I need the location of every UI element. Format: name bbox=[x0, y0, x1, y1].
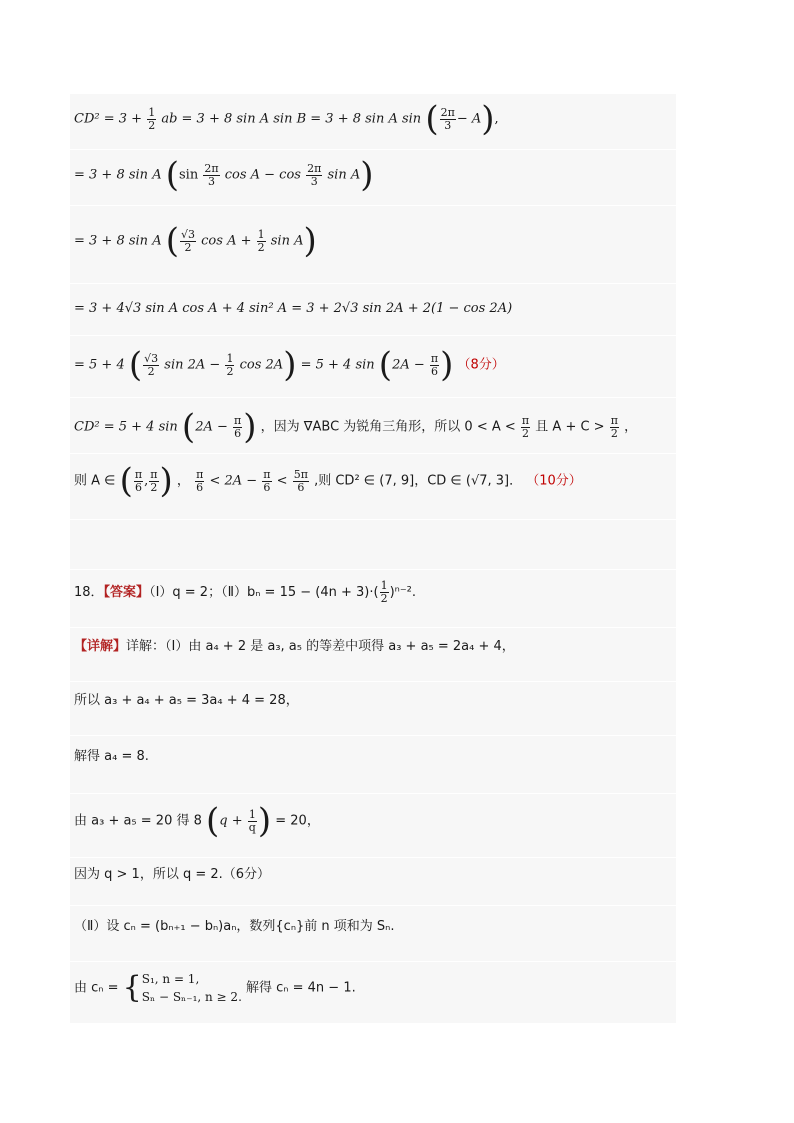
fraction-5pi-6: $\frac{5\pi}{6}$ bbox=[293, 467, 308, 494]
detail-line bbox=[74, 748, 149, 766]
eq-text: 2A − bbox=[392, 357, 425, 373]
eq-text: < 2A − bbox=[209, 473, 258, 489]
row-expand-3 bbox=[70, 284, 676, 336]
eq-text: q + bbox=[219, 813, 243, 829]
eq-text: − A bbox=[456, 111, 482, 127]
detail-text: 因为 q > 1，所以 q = 2.（6分） bbox=[74, 867, 271, 882]
row-expand-1 bbox=[70, 150, 676, 206]
detail-text: 由 a₃ + a₅ = 20 得 8 bbox=[74, 813, 202, 829]
row-detail-2 bbox=[70, 682, 676, 736]
solution-panel bbox=[70, 94, 676, 1023]
answer-text: )ⁿ⁻². bbox=[389, 585, 417, 600]
row-simplify bbox=[70, 336, 676, 398]
equation-line: = 3 + 8 sin A ( $\frac{√3}{2}$ cos A + $\frac{1}{2}$ sin A) bbox=[74, 221, 317, 261]
fraction-half: $\frac{1}{2}$ bbox=[380, 579, 388, 605]
answer-line bbox=[74, 580, 416, 605]
eq-text: ，因为 ∇ABC 为锐角三角形，所以 0 < A < bbox=[260, 419, 516, 435]
row-detail-3 bbox=[70, 736, 676, 794]
row-cd-squared-1 bbox=[70, 94, 676, 150]
piecewise-cases: S₁, n = 1, Sₙ − Sₙ₋₁, n ≥ 2. bbox=[141, 972, 242, 1004]
eq-text: < bbox=[276, 473, 288, 489]
eq-text: 2A − bbox=[195, 419, 228, 435]
detail-line bbox=[74, 918, 394, 936]
score-badge: （10分） bbox=[526, 473, 582, 489]
eq-text: = 3 + 4√3 sin A cos A + 4 sin² A = 3 + 2√3 sin 2A + 2(1 − cos 2A) bbox=[74, 301, 513, 316]
fraction-pi-2: $\frac{\pi}{2}$ bbox=[521, 413, 530, 440]
eq-text: sin bbox=[179, 167, 199, 183]
eq-text: = 3 + 8 sin A bbox=[74, 167, 162, 183]
row-spacer bbox=[70, 520, 676, 570]
fraction-2pi-3: $\frac{2\pi}{3}$ bbox=[307, 161, 322, 188]
detail-line: 由 cₙ = { S₁, n = 1, Sₙ − Sₙ₋₁, n ≥ 2. 解得 cₙ = 4n − 1. bbox=[74, 970, 356, 1005]
fraction-pi-6: $\frac{\pi}{6}$ bbox=[263, 467, 271, 494]
eq-text: ab = 3 + 8 sin A sin B = 3 + 8 sin A sin bbox=[161, 111, 422, 127]
detail-line: 由 a₃ + a₅ = 20 得 8 (q + $\frac{1}{q}$ ) = 20， bbox=[74, 801, 320, 841]
eq-text: ,则 CD² ∈ (7, 9]，CD ∈ (√7, 3]． bbox=[314, 473, 523, 489]
fraction-pi-2: $\frac{\pi}{2}$ bbox=[150, 467, 158, 494]
fraction-pi-6: $\frac{\pi}{6}$ bbox=[134, 467, 143, 494]
eq-text: cos A − cos bbox=[224, 167, 301, 183]
detail-line bbox=[74, 692, 299, 710]
eq-text: sin A bbox=[327, 167, 361, 183]
fraction-pi-6: $\frac{\pi}{6}$ bbox=[196, 467, 204, 494]
equation-line: = 5 + 4 ( $\frac{√3}{2}$ sin 2A − $\frac{1}{2}$ cos 2A) = 5 + 4 sin (2A − $\frac{\pi}{6}$ ) （8分） bbox=[74, 345, 505, 385]
question-number: 18． bbox=[74, 585, 104, 600]
eq-text: , bbox=[494, 111, 499, 127]
row-range-condition bbox=[70, 398, 676, 454]
score-badge: （8分） bbox=[457, 357, 505, 373]
eq-text: ， bbox=[624, 419, 638, 435]
fraction-half: $\frac{1}{2}$ bbox=[148, 105, 156, 132]
eq-text: cos A + bbox=[201, 233, 252, 249]
detail-line bbox=[74, 638, 515, 656]
eq-text: CD² = 5 + 4 sin bbox=[74, 419, 178, 435]
row-detail-1 bbox=[70, 628, 676, 682]
row-detail-7 bbox=[70, 962, 676, 1023]
equation-line: CD² = 5 + 4 sin (2A − $\frac{\pi}{6}$ ) ，因为 ∇ABC 为锐角三角形，所以 0 < A < $\frac{\pi}{2}$ 且 A + C > $\frac{\pi}{2}$ ， bbox=[74, 407, 638, 447]
fraction-pi-6: $\frac{\pi}{6}$ bbox=[430, 351, 439, 378]
eq-text: CD² = 3 + bbox=[74, 111, 143, 127]
detail-text: 由 cₙ = bbox=[74, 980, 119, 996]
equation-line bbox=[74, 300, 512, 318]
equation-line: 则 A ∈ ( $\frac{\pi}{6}$ , $\frac{\pi}{2}$ ) ， $\frac{\pi}{6}$ < 2A − $\frac{\pi}{6}$ < $\frac{5\pi}{6}$ ,则 CD² ∈ (7, 9]，CD ∈ (√7, 3]． （10分） bbox=[74, 461, 582, 501]
equation-line: CD² = 3 + $\frac{1}{2}$ ab = 3 + 8 sin A sin B = 3 + 8 sin A sin ( $\frac{2\pi}{3}$ − A), bbox=[74, 99, 499, 139]
fraction-pi-6: $\frac{\pi}{6}$ bbox=[234, 413, 242, 440]
detail-text: 所以 a₃ + a₄ + a₅ = 3a₄ + 4 = 28， bbox=[74, 693, 299, 708]
detail-line bbox=[74, 866, 270, 884]
eq-text: ， bbox=[176, 473, 190, 489]
eq-text: sin 2A − bbox=[164, 357, 221, 373]
eq-text: 且 A + C > bbox=[535, 419, 605, 435]
eq-text: cos 2A bbox=[239, 357, 284, 373]
eq-text: 则 A ∈ bbox=[74, 473, 116, 489]
fraction-sqrt3-2: $\frac{√3}{2}$ bbox=[144, 351, 159, 378]
detail-text: 解得 a₄ = 8. bbox=[74, 749, 149, 764]
row-detail-4 bbox=[70, 794, 676, 858]
eq-text: = 5 + 4 sin bbox=[300, 357, 375, 373]
fraction-2pi-3: $\frac{2\pi}{3}$ bbox=[204, 161, 219, 188]
eq-text: = 3 + 8 sin A bbox=[74, 233, 162, 249]
detail-text: （Ⅱ）设 cₙ = (bₙ₊₁ − bₙ)aₙ，数列{cₙ}前 n 项和为 Sₙ. bbox=[74, 919, 395, 934]
detail-tag: 【详解】 bbox=[74, 639, 127, 654]
eq-text: = 5 + 4 bbox=[74, 357, 125, 373]
eq-text: sin A bbox=[270, 233, 304, 249]
row-detail-5 bbox=[70, 858, 676, 906]
fraction-half: $\frac{1}{2}$ bbox=[226, 351, 234, 378]
equation-line: = 3 + 8 sin A (sin $\frac{2\pi}{3}$ cos A − cos $\frac{2\pi}{3}$ sin A) bbox=[74, 155, 374, 195]
detail-text: 详解：（Ⅰ）由 a₄ + 2 是 a₃, a₅ 的等差中项得 a₃ + a₅ = 2a₄ + 4， bbox=[126, 639, 515, 654]
answer-tag: 【答案】 bbox=[103, 585, 150, 600]
fraction-1-q: $\frac{1}{q}$ bbox=[248, 807, 256, 834]
fraction-half: $\frac{1}{2}$ bbox=[257, 227, 265, 254]
detail-text: = 20， bbox=[275, 813, 320, 829]
row-result-range bbox=[70, 454, 676, 520]
detail-text: 解得 cₙ = 4n − 1. bbox=[246, 980, 356, 996]
row-detail-6 bbox=[70, 906, 676, 962]
fraction-2pi-3: $\frac{2\pi}{3}$ bbox=[440, 105, 455, 132]
row-q18-answer bbox=[70, 570, 676, 628]
fraction-pi-2: $\frac{\pi}{2}$ bbox=[610, 413, 618, 440]
row-expand-2 bbox=[70, 206, 676, 284]
fraction-sqrt3-2: $\frac{√3}{2}$ bbox=[181, 227, 196, 254]
answer-text: （Ⅰ）q = 2；（Ⅱ）bₙ = 15 − (4n + 3)·( bbox=[149, 585, 379, 600]
